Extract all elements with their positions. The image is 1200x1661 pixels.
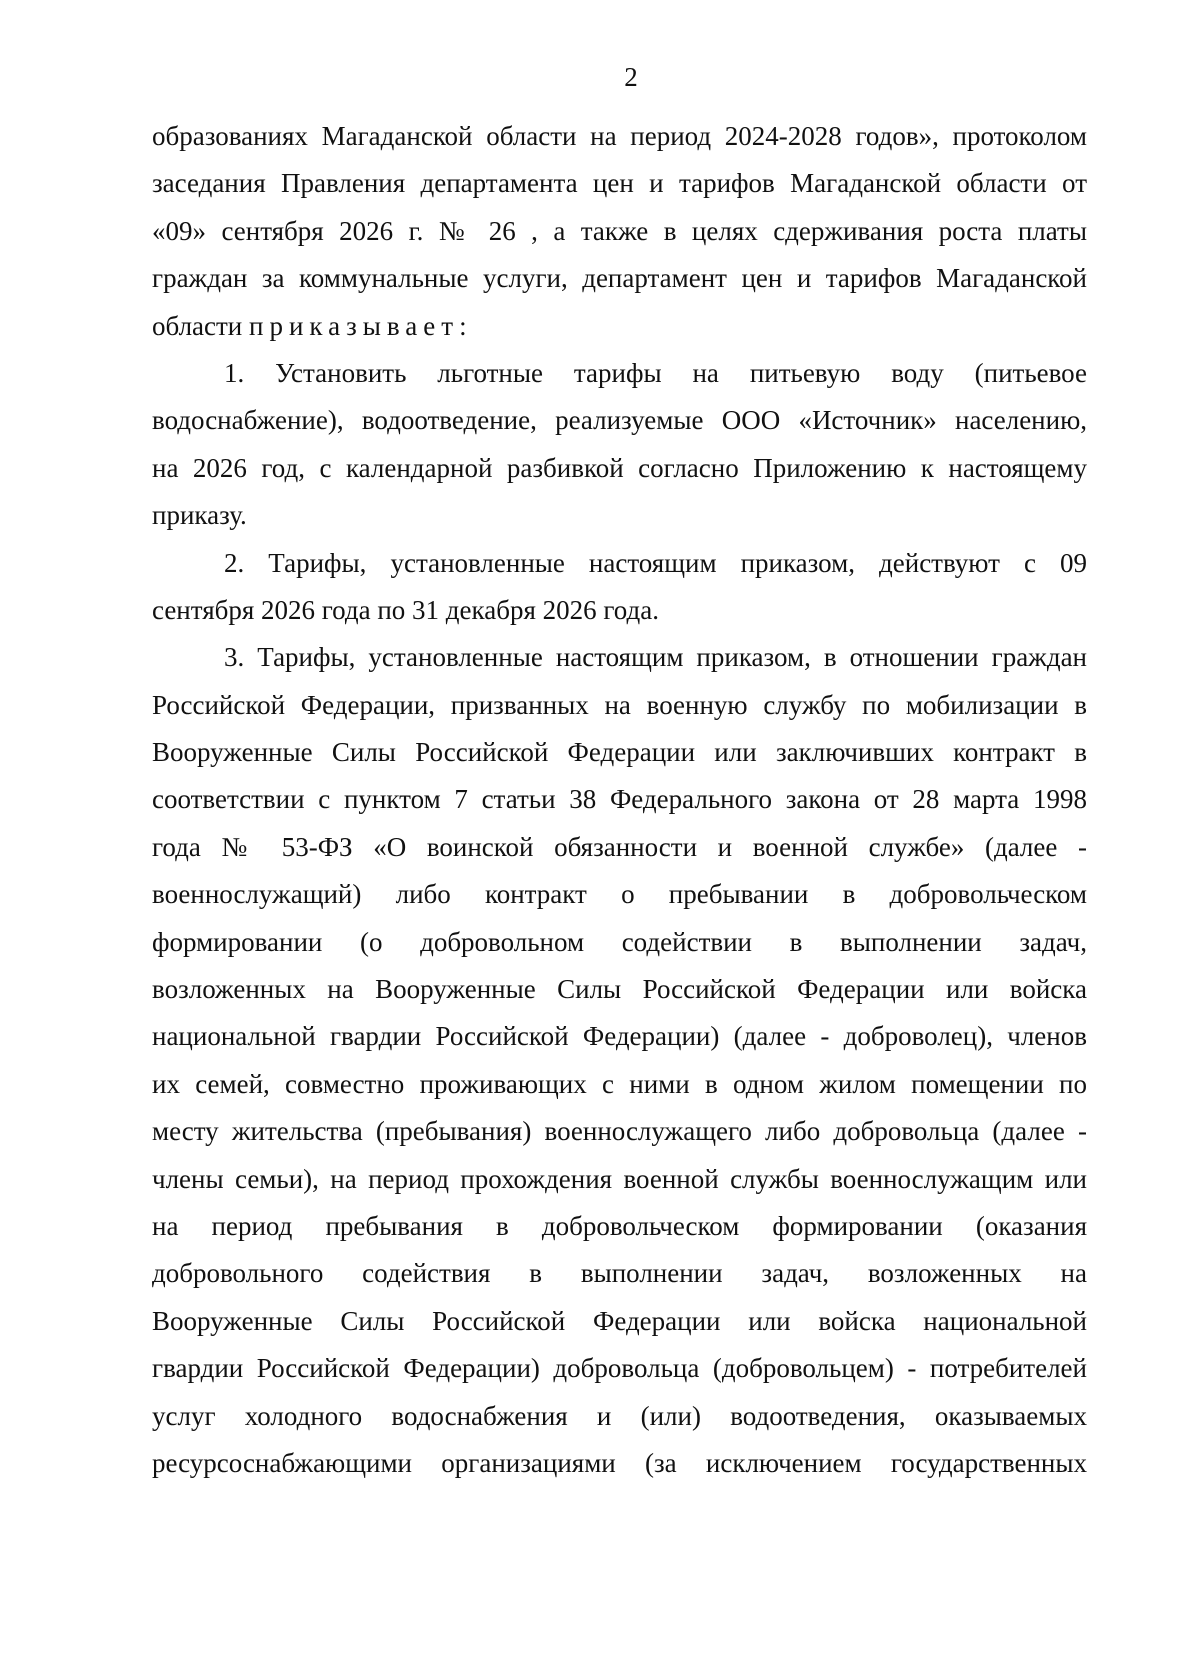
text-line: образованиях Магаданской области на период 2024-2028 годов», протоколом bbox=[152, 121, 1087, 151]
text-line: «09» сентября 2026 г. № 26 , а также в целях сдерживания роста платы bbox=[152, 215, 1087, 246]
text-line: соответствии с пунктом 7 статьи 38 Федерального закона от 28 марта 1998 bbox=[152, 784, 1087, 815]
text-line: граждан за коммунальные услуги, департамент цен и тарифов Магаданской bbox=[152, 263, 1087, 294]
text-line bbox=[152, 303, 1087, 350]
text-line: приказу. bbox=[152, 500, 247, 531]
text-line: ресурсоснабжающими организациями (за исключением государственных bbox=[152, 1447, 1087, 1478]
text-line: на 2026 год, с календарной разбивкой согласно Приложению к настоящему bbox=[152, 452, 1087, 483]
text-line: услуг холодного водоснабжения и (или) водоотведения, оказываемых bbox=[152, 1400, 1087, 1431]
text-line: члены семьи), на период прохождения военной службы военнослужащим или bbox=[152, 1163, 1087, 1194]
text-line: 2. Тарифы, установленные настоящим приказом, действуют с 09 bbox=[224, 547, 1087, 578]
paragraph-item-2 bbox=[152, 540, 1087, 635]
text-line: 3. Тарифы, установленные настоящим приказом, в отношении граждан bbox=[224, 642, 1087, 673]
text-line: водоснабжение), водоотведение, реализуемые ООО «Источник» населению, bbox=[152, 405, 1087, 436]
text-line: формировании (о добровольном содействии в выполнении задач, bbox=[152, 926, 1087, 957]
text-line: гвардии Российской Федерации) добровольца (добровольцем) - потребителей bbox=[152, 1353, 1087, 1384]
text-line: национальной гвардии Российской Федерации) (далее - доброволец), членов bbox=[152, 1021, 1087, 1052]
page-number: 2 bbox=[624, 62, 638, 92]
paragraph-item-1 bbox=[152, 350, 1087, 540]
text-line: добровольного содействия в выполнении задач, возложенных на bbox=[152, 1258, 1087, 1289]
text-line: на период пребывания в добровольческом формировании (оказания bbox=[152, 1210, 1087, 1241]
text-line: Российской Федерации, призванных на военную службу по мобилизации в bbox=[152, 689, 1087, 720]
order-verb-spaced: приказывает: bbox=[249, 310, 473, 341]
text-line: их семей, совместно проживающих с ними в одном жилом помещении по bbox=[152, 1068, 1087, 1099]
text-line-prefix: области bbox=[152, 310, 243, 341]
paragraph-intro bbox=[152, 113, 1087, 350]
text-line: военнослужащий) либо контракт о пребывании в добровольческом bbox=[152, 879, 1087, 910]
text-line: месту жительства (пребывания) военнослужащего либо добровольца (далее - bbox=[152, 1116, 1087, 1147]
paragraph-item-3 bbox=[152, 634, 1087, 1487]
text-line: Вооруженные Силы Российской Федерации или заключивших контракт в bbox=[152, 737, 1087, 768]
text-line: Вооруженные Силы Российской Федерации или войска национальной bbox=[152, 1305, 1087, 1336]
text-line: сентября 2026 года по 31 декабря 2026 года. bbox=[152, 594, 659, 625]
text-line: заседания Правления департамента цен и тарифов Магаданской области от bbox=[152, 168, 1087, 199]
document-body bbox=[152, 113, 1087, 1487]
text-line: года № 53-ФЗ «О воинской обязанности и военной службе» (далее - bbox=[152, 831, 1087, 862]
text-line: 1. Установить льготные тарифы на питьевую воду (питьевое bbox=[224, 357, 1087, 388]
text-line: возложенных на Вооруженные Силы Российской Федерации или войска bbox=[152, 974, 1087, 1005]
